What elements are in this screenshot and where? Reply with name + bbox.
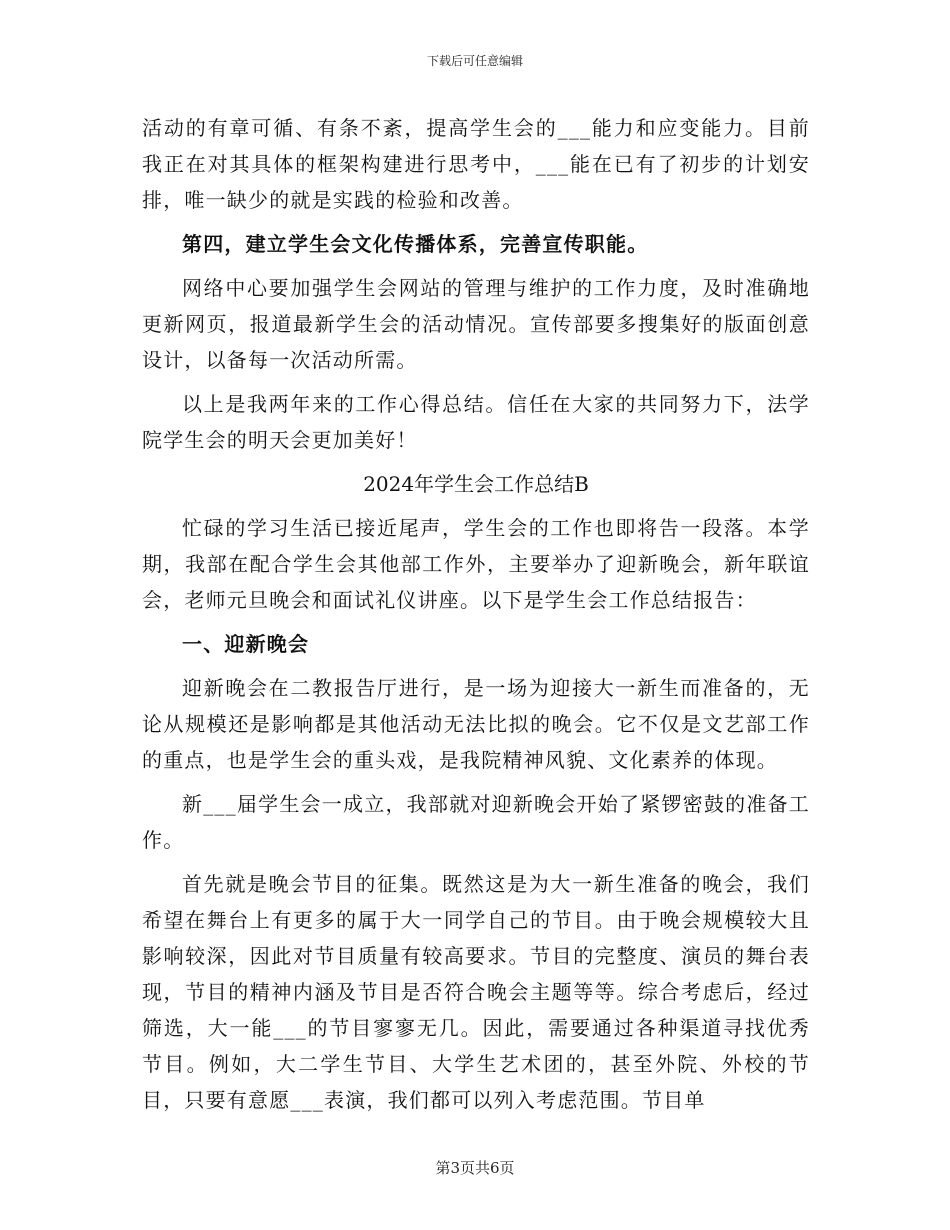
paragraph: 网络中心要加强学生会网站的管理与维护的工作力度，及时准确地更新网页，报道最新学生会的活动情况。宣传部要多搜集好的版面创意设计，以备每一次活动所需。	[142, 276, 810, 372]
document-title: 2024年学生会工作总结B	[363, 472, 589, 496]
section-heading: 第四，建立学生会文化传播体系，完善宣传职能。	[182, 232, 649, 256]
paragraph: 首先就是晚会节目的征集。既然这是为大一新生准备的晚会，我们希望在舞台上有更多的属于大一同学自己的节目。由于晚会规模较大且影响较深，因此对节目质量有较高要求。节目的完整度、演员的舞台表现，节目的精神内涵及节目是否符合晚会主题等等。综合考虑后，经过筛选，大一能___的节目寥寥无几。因此，需要通过各种渠道寻找优秀节目。例如，大二学生节目、大学生艺术团的，甚至外院、外校的节目，只要有意愿___表演，我们都可以列入考虑范围。节目单	[142, 872, 810, 1112]
paragraph: 新___届学生会一成立，我部就对迎新晚会开始了紧锣密鼓的准备工作。	[142, 792, 810, 852]
page-footer: 第3页共6页	[435, 1159, 515, 1177]
document-body	[142, 110, 810, 1126]
paragraph: 忙碌的学习生活已接近尾声，学生会的工作也即将告一段落。本学期，我部在配合学生会其他部工作外，主要举办了迎新晚会，新年联谊会，老师元旦晚会和面试礼仪讲座。以下是学生会工作总结报告：	[142, 516, 810, 612]
section-heading: 一、迎新晚会	[182, 632, 310, 656]
page-header: 下载后可任意编辑	[426, 54, 523, 68]
paragraph: 迎新晚会在二教报告厅进行，是一场为迎接大一新生而准备的，无论从规模还是影响都是其他活动无法比拟的晚会。它不仅是文艺部工作的重点，也是学生会的重头戏，是我院精神风貌、文化素养的体现。	[142, 676, 810, 772]
paragraph: 活动的有章可循、有条不紊，提高学生会的___能力和应变能力。目前我正在对其具体的框架构建进行思考中，___能在已有了初步的计划安排，唯一缺少的就是实践的检验和改善。	[142, 116, 810, 212]
paragraph: 以上是我两年来的工作心得总结。信任在大家的共同努力下，法学院学生会的明天会更加美好！	[142, 392, 810, 452]
